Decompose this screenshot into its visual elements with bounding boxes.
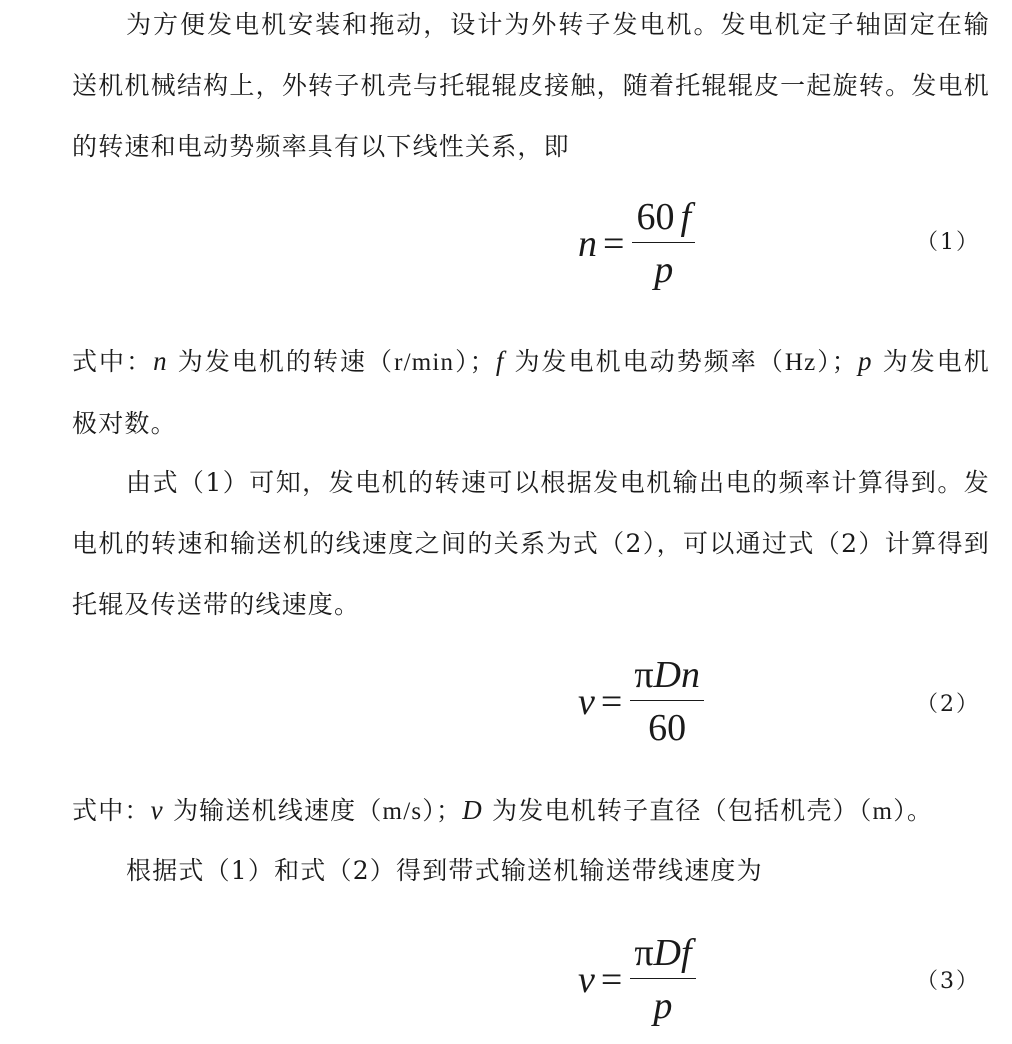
- eq1-equals: =: [603, 222, 625, 265]
- eq2-lhs: v: [578, 680, 595, 723]
- paragraph-intro: 为方便发电机安装和拖动，设计为外转子发电机。发电机定子轴固定在输送机机械结构上，外转子机壳与托辊辊皮接触，随着托辊辊皮一起旋转。发电机的转速和电动势频率具有以下线性关系，即: [72, 10, 990, 161]
- paragraph-belt-speed: 根据式（1）和式（2）得到带式输送机输送带线速度为: [126, 856, 763, 885]
- equation-3-number: （3）: [916, 969, 980, 994]
- eq3-lhs: v: [578, 958, 595, 1001]
- eq1-num-a: 60: [636, 196, 675, 238]
- p4-text-c: 为发电机转子直径（包括机壳）（: [482, 796, 873, 825]
- p2-unit-f: Hz: [784, 349, 817, 376]
- p2-text-c: 为发电机电动势频率（: [504, 347, 785, 376]
- eq1-num-b: f: [680, 196, 691, 238]
- eq2-fraction: [630, 654, 704, 749]
- p2-var-n: n: [153, 346, 168, 376]
- eq3-fraction: [630, 932, 695, 1027]
- equation-1-number: （1）: [916, 230, 980, 255]
- p4-var-v: v: [150, 795, 164, 825]
- eq3-equals: =: [600, 958, 623, 1001]
- eq2-num-a: π: [634, 654, 654, 696]
- paragraph-eq1-definitions: [72, 331, 990, 454]
- p2-text-d: ）；: [816, 347, 859, 376]
- eq1-numerator: [632, 196, 695, 242]
- p4-unit-v: m/s: [382, 798, 423, 825]
- eq2-equals: =: [600, 680, 623, 723]
- p4-var-D: D: [462, 795, 483, 825]
- equation-2-number: （2）: [916, 692, 980, 717]
- eq2-num-b: Dn: [653, 654, 700, 696]
- eq3-numerator: [630, 932, 695, 978]
- p2-var-p: p: [858, 346, 873, 376]
- p4-text-b: ）；: [422, 796, 463, 825]
- p2-text-a: 为发电机的转速（: [167, 347, 395, 376]
- p2-prefix: 式中：: [72, 347, 154, 376]
- eq3-num-b: Df: [653, 932, 692, 974]
- eq3-denominator: p: [653, 985, 673, 1027]
- p4-unit-D: m: [872, 798, 894, 825]
- p2-text-e: 为发电机极对数。: [72, 347, 991, 438]
- equation-1: [578, 196, 695, 291]
- p4-text-d: ）。: [893, 796, 934, 825]
- p2-text-b: ）；: [454, 347, 496, 376]
- eq1-fraction: [632, 196, 695, 291]
- p2-var-f: f: [495, 346, 505, 376]
- eq3-num-a: π: [634, 932, 654, 974]
- eq1-lhs: n: [578, 222, 597, 265]
- eq1-denominator: p: [654, 249, 674, 291]
- paragraph-eq2-definitions: [72, 780, 990, 842]
- eq2-numerator: [630, 654, 704, 700]
- equation-3: [578, 932, 696, 1027]
- p4-prefix: 式中：: [72, 796, 151, 825]
- p4-text-a: 为输送机线速度（: [163, 796, 383, 825]
- paragraph-speed-relation: 由式（1）可知，发电机的转速可以根据发电机输出电的频率计算得到。发电机的转速和输送机的线速度之间的关系为式（2），可以通过式（2）计算得到托辊及传送带的线速度。: [72, 468, 990, 619]
- eq2-denominator: 60: [648, 707, 687, 749]
- p2-unit-n: r/min: [394, 349, 455, 376]
- equation-2: [578, 654, 704, 749]
